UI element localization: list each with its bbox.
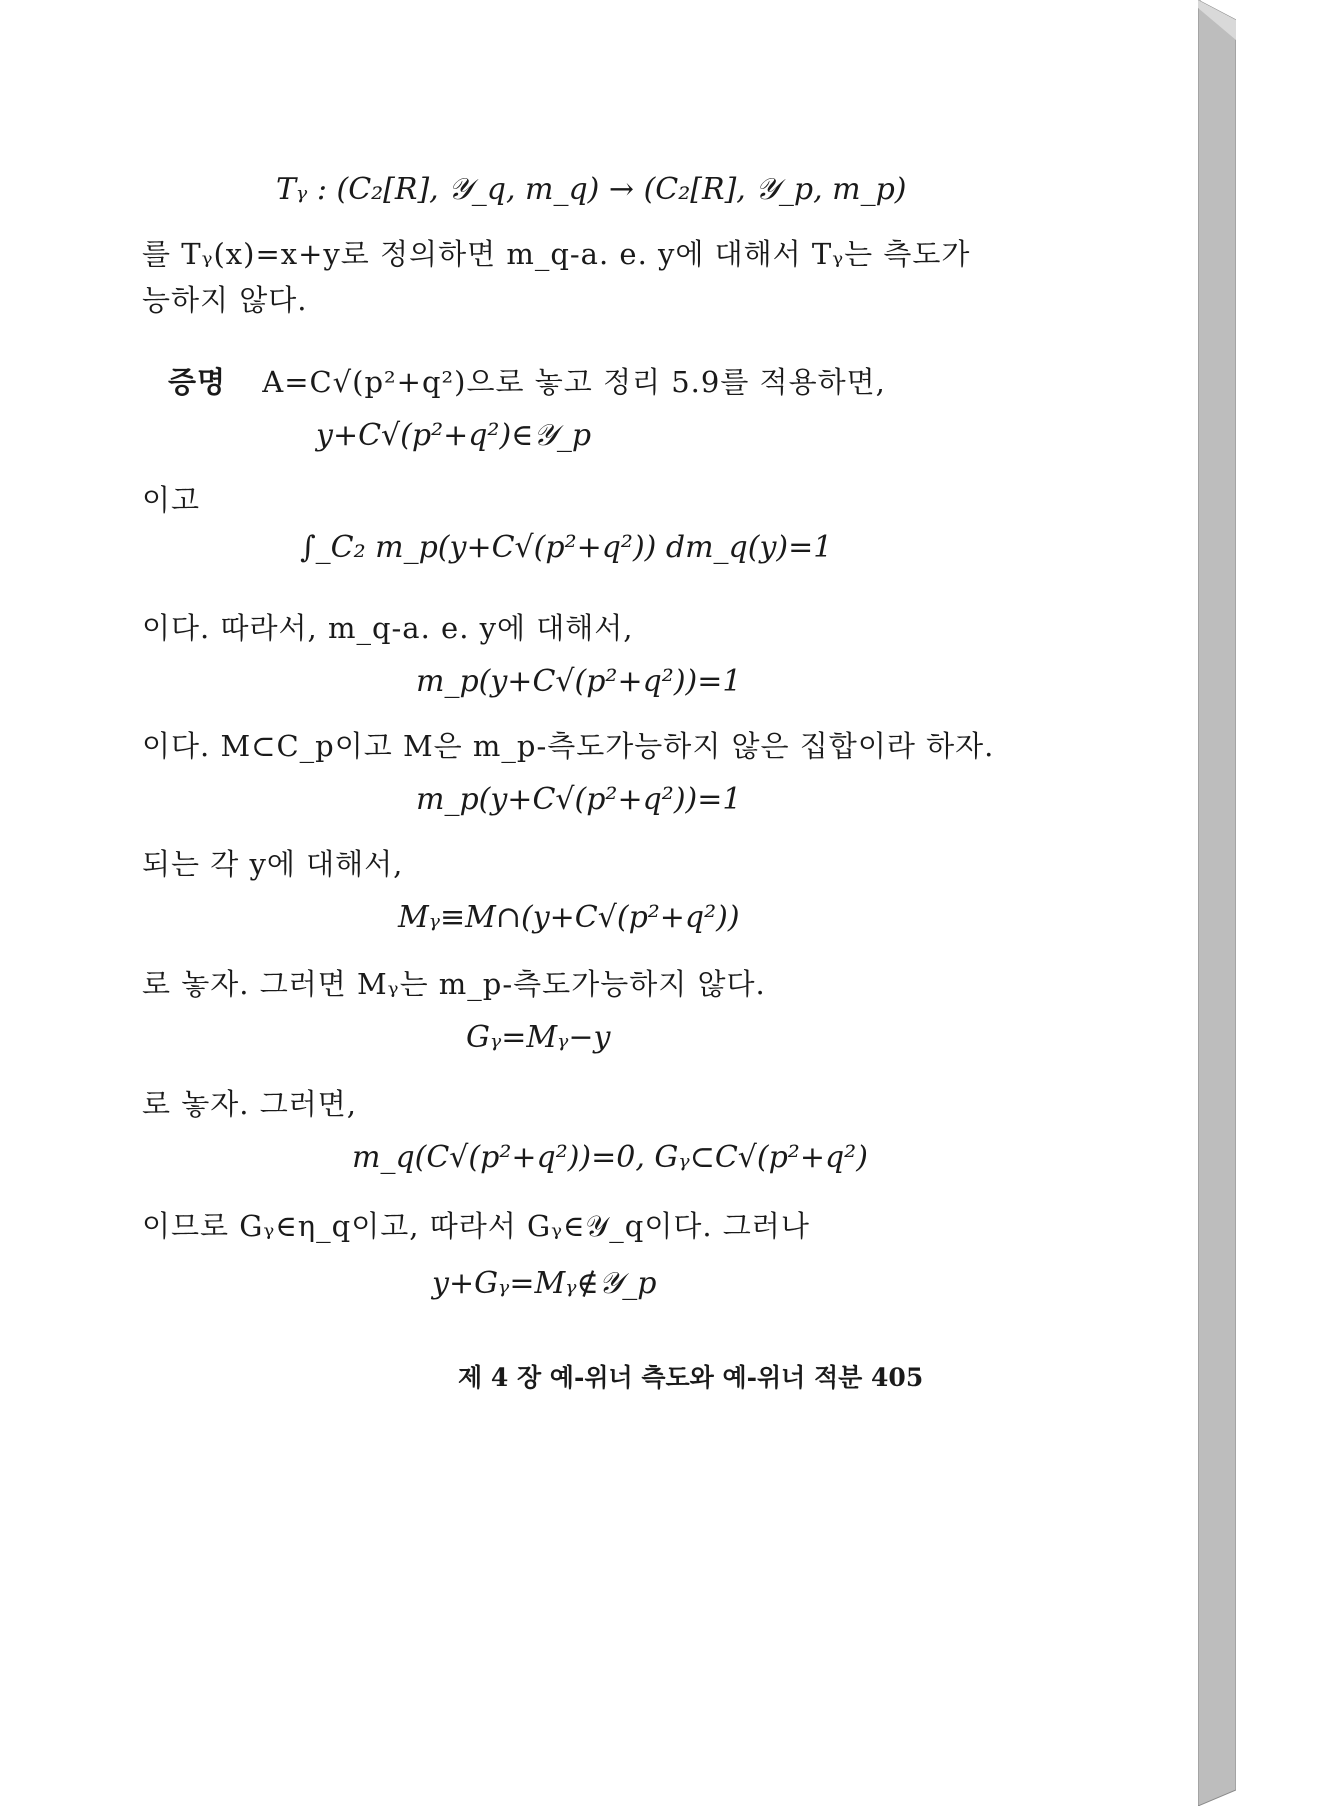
proof-line bbox=[168, 360, 886, 401]
equation-map: Tᵧ : (C₂[R], 𝒴_q, m_q) → (C₂[R], 𝒴_p, m_p) bbox=[276, 172, 907, 207]
text-line: 이고 bbox=[142, 483, 201, 517]
proof-text: A=C√(p²+q²)으로 놓고 정리 5.9를 적용하면, bbox=[262, 365, 886, 399]
equation: Gᵧ=Mᵧ−y bbox=[466, 1020, 611, 1055]
equation: m_p(y+C√(p²+q²))=1 bbox=[416, 782, 742, 817]
page-edge bbox=[1198, 0, 1236, 1806]
text-line: 되는 각 y에 대해서, bbox=[142, 847, 404, 881]
equation: m_p(y+C√(p²+q²))=1 bbox=[416, 664, 742, 699]
page-footer: 제 4 장 예-위너 측도와 예-위너 적분 405 bbox=[458, 1363, 924, 1392]
text-line: 로 놓자. 그러면 Mᵧ는 m_p-측도가능하지 않다. bbox=[142, 967, 766, 1001]
equation: Mᵧ≡M∩(y+C√(p²+q²)) bbox=[398, 900, 740, 935]
equation: m_q(C√(p²+q²))=0, Gᵧ⊂C√(p²+q²) bbox=[352, 1140, 868, 1175]
text-line: 로 놓자. 그러면, bbox=[142, 1087, 357, 1121]
equation-integral: ∫_C₂ m_p(y+C√(p²+q²)) dm_q(y)=1 bbox=[300, 530, 833, 565]
text-line: 이다. M⊂C_p이고 M은 m_p-측도가능하지 않은 집합이라 하자. bbox=[142, 729, 995, 763]
text-line: 이므로 Gᵧ∈η_q이고, 따라서 Gᵧ∈𝒴_q이다. 그러나 bbox=[142, 1209, 810, 1243]
text-line: 이다. 따라서, m_q-a. e. y에 대해서, bbox=[142, 611, 634, 645]
text-line: 능하지 않다. bbox=[142, 283, 308, 317]
equation: y+Gᵧ=Mᵧ∉𝒴_p bbox=[432, 1266, 657, 1301]
text-line: 를 Tᵧ(x)=x+y로 정의하면 m_q-a. e. y에 대해서 Tᵧ는 측도가 bbox=[142, 237, 971, 271]
proof-label: 증명 bbox=[168, 365, 227, 399]
equation: y+C√(p²+q²)∈𝒴_p bbox=[316, 418, 592, 453]
